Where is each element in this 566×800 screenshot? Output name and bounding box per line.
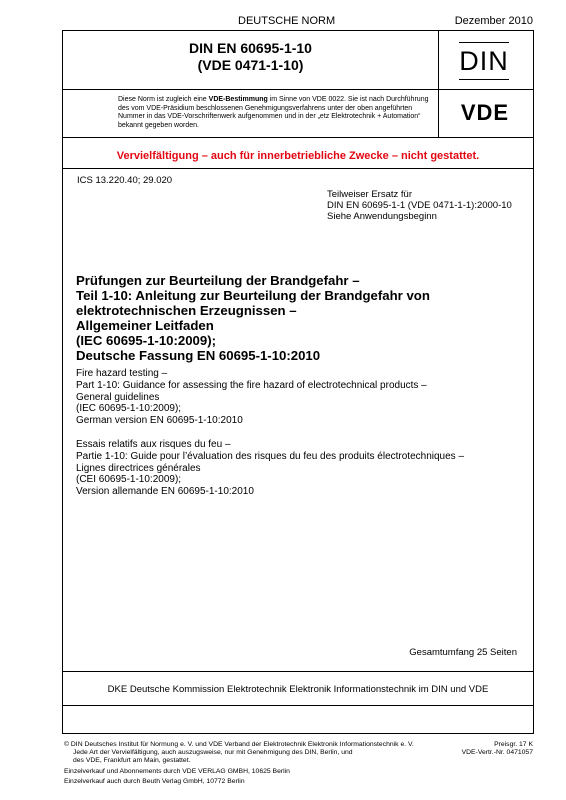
total-pages: Gesamtumfang 25 Seiten [409,647,517,658]
din-logo: DIN [459,42,509,80]
vde-logo: VDE [460,100,510,125]
cover-frame [62,30,534,734]
title-french: Essais relatifs aux risques du feu – Partie 1-10: Guide pour l’évaluation des risques du feu des produits électrotechniques – Lignes directrices générales (CEI 60695-1-10:2009); Version allemande EN 60695-1-10:2010 [76,439,465,498]
title-german: Prüfungen zur Beurteilung der Brandgefahr – Teil 1-10: Anleitung zur Beurteilung der Brandgefahr von elektrotechnischen Erzeugnissen – Allgemeiner Leitfaden (IEC 60695-1-10:2009); Deutsche Fassung EN 60695-1-10:2010 [76,273,430,363]
header-divider [438,31,439,137]
document-number: DIN EN 60695-1-10 [189,40,312,56]
price-info: Preisgr. 17 K VDE-Vertr.-Nr. 0471057 [461,741,533,757]
title-english: Fire hazard testing – Part 1-10: Guidance for assessing the fire hazard of electrotechnical products – General guidelines (IEC 60695-1-10:2009); German version EN 60695-1-10:2010 [76,368,427,427]
copyright-notice: © DIN Deutsches Institut für Normung e. V. und VDE Verband der Elektrotechnik Elektronik Informationstechnik e. V. Jede Art der Vervielfältigung, auch auszugsweise, nur mit Genehmigung des DIN, Berlin, und des VDE, Frankfurt am Main, gestattet. [64,741,414,765]
note-rule [63,137,533,138]
dke-rule-bottom [63,705,533,706]
ics-code: ICS 13.220.40; 29.020 [77,175,173,186]
header-rule [63,89,533,90]
standard-type-label: DEUTSCHE NORM [238,15,336,27]
dke-line: DKE Deutsche Kommission Elektrotechnik Elektronik Informationstechnik im DIN und VDE [107,684,489,695]
dke-rule-top [63,671,533,672]
reproduction-notice: Vervielfältigung – auch für innerbetriebliche Zwecke – nicht gestattet. [116,150,480,162]
notice-rule [63,168,533,169]
vde-regulation-note: Diese Norm ist zugleich eine VDE-Bestimmung im Sinne von VDE 0022. Sie ist nach Durchführung des vom VDE-Präsidium beschlossenen Genehmigungsverfahrens unter der oben angeführten Nummer in das VDE-Vorschriftenwerk aufgenommen und in der „etz Elektrotechnik + Automation“ bekannt gegeben worden. [118,96,429,129]
sales-vde: Einzelverkauf und Abonnements durch VDE VERLAG GMBH, 10625 Berlin [64,768,290,775]
sales-beuth: Einzelverkauf auch durch Beuth Verlag GmbH, 10772 Berlin [64,778,245,785]
vde-number: (VDE 0471-1-10) [197,57,304,73]
publication-date: Dezember 2010 [454,15,533,27]
replacement-info: Teilweiser Ersatz für DIN EN 60695-1-1 (VDE 0471-1-1):2000-10 Siehe Anwendungsbeginn [327,189,512,222]
